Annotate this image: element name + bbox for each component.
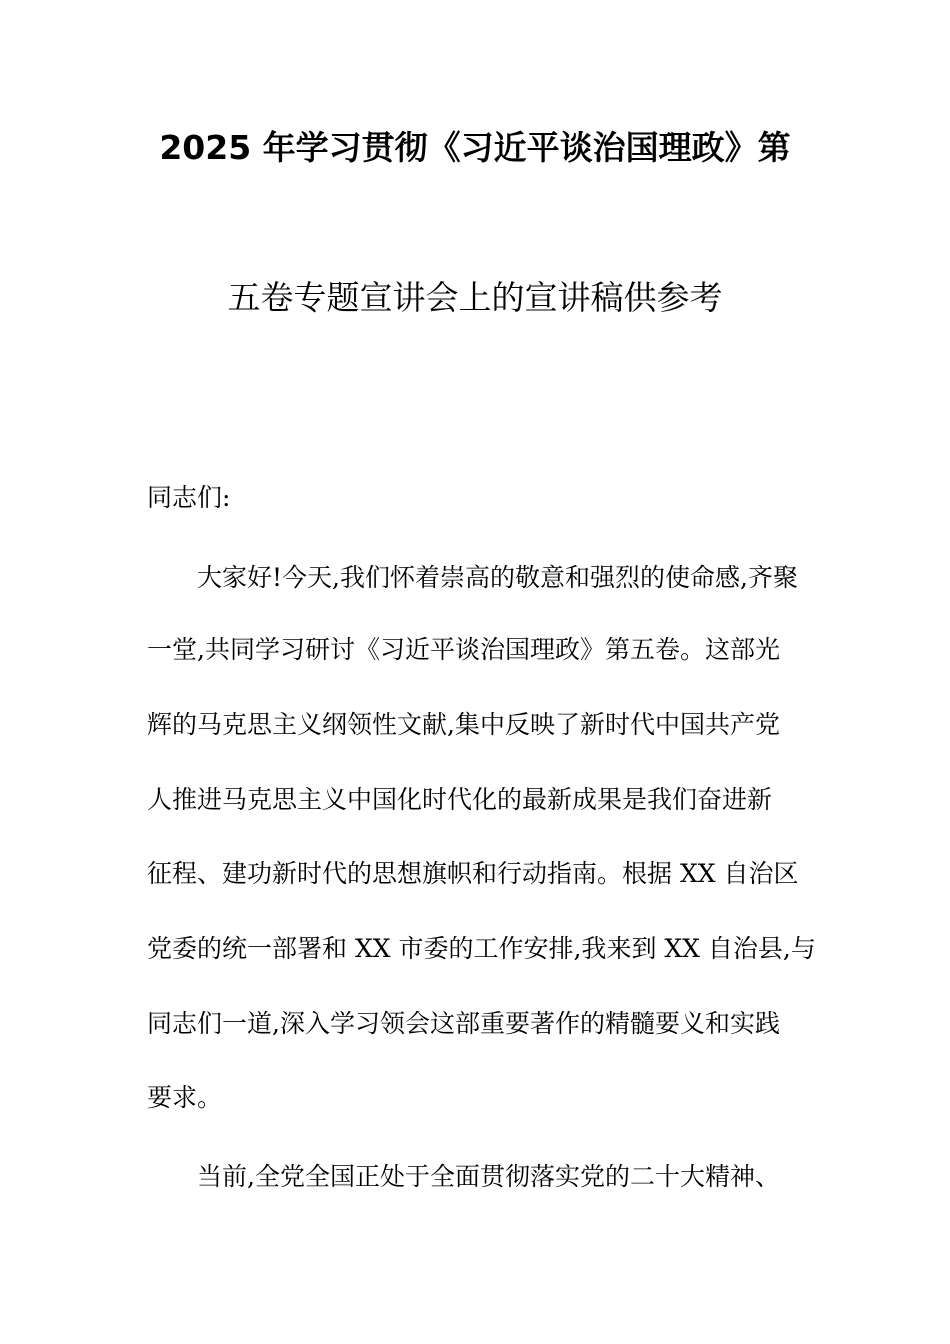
paragraph2-line-1: 当前,全党全国正处于全面贯彻落实党的二十大精神、: [197, 1162, 780, 1191]
paragraph1-line-4: 人推进马克思主义中国化时代化的最新成果是我们奋进新: [147, 785, 773, 814]
paragraph1-line-2: 一堂,共同学习研讨《习近平谈治国理政》第五卷。这部光: [147, 635, 780, 664]
salutation: 同志们:: [147, 483, 231, 512]
paragraph1-line-5: 征程、建功新时代的思想旗帜和行动指南。根据 XX 自治区: [147, 859, 799, 888]
paragraph1-line-1: 大家好!今天,我们怀着崇高的敬意和强烈的使命感,齐聚: [197, 563, 798, 592]
paragraph1-line-3: 辉的马克思主义纲领性文献,集中反映了新时代中国共产党: [147, 710, 780, 739]
paragraph1-line-7: 同志们一道,深入学习领会这部重要著作的精髓要义和实践: [147, 1009, 780, 1038]
paragraph1-line-8: 要求。: [147, 1083, 223, 1112]
paragraph1-line-6: 党委的统一部署和 XX 市委的工作安排,我来到 XX 自治县,与: [147, 934, 816, 963]
document-title-line-2: 五卷专题宣讲会上的宣讲稿供参考: [227, 278, 723, 317]
document-title-line-1: 2025 年学习贯彻《习近平谈治国理政》第: [159, 128, 791, 167]
